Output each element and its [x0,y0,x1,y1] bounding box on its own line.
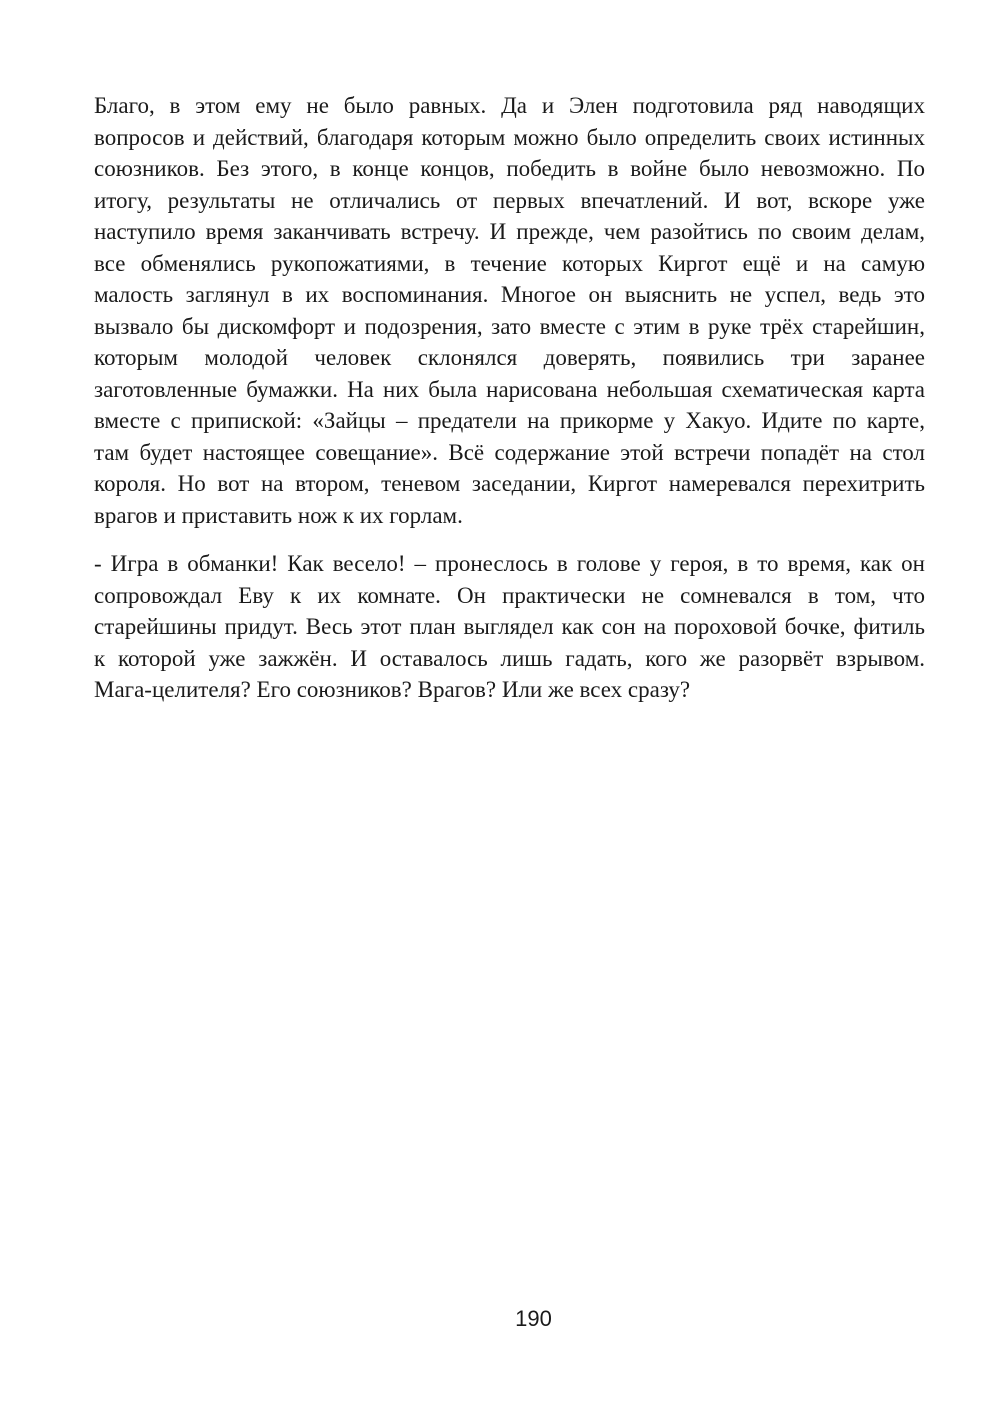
text-line: там будет настоящее совещание». Всё содержание этой встречи попадёт на стол [94,439,925,465]
text-line: все обменялись рукопожатиями, в течение которых Киргот ещё и на самую [94,250,925,276]
text-line: сопровождал Еву к их комнате. Он практически не сомневался в том, что [94,582,925,608]
text-line: Мага-целителя? Его союзников? Врагов? Или же всех сразу? [94,677,691,702]
paragraph [94,548,925,706]
text-line: вместе с припиской: «Зайцы – предатели на прикорме у Хакуо. Идите по карте, [94,408,925,433]
text-line: - Игра в обманки! Как весело! – пронеслось в голове у героя, в то время, как он [94,551,925,576]
text-line: наступило время заканчивать встречу. И прежде, чем разойтись по своим делам, [94,219,925,244]
text-line: малость заглянул в их воспоминания. Многое он выяснить не успел, ведь это [94,282,925,307]
text-block [94,90,925,723]
text-line: к которой уже зажжён. И оставалось лишь гадать, кого же разорвёт взрывом. [94,645,925,671]
text-line: вопросов и действий, благодаря которым можно было определить своих истинных [94,124,925,150]
text-line: союзников. Без этого, в конце концов, победить в войне было невозможно. По [94,156,925,181]
text-line: врагов и приставить нож к их горлам. [94,502,463,528]
text-line: которым молодой человек склонялся доверять, появились три заранее [94,345,925,370]
paragraph [94,90,925,531]
text-line: старейшины придут. Весь этот план выглядел как сон на пороховой бочке, фитиль [94,614,925,639]
text-line: заготовленные бумажки. На них была нарисована небольшая схематическая карта [94,376,925,402]
page-number: 190 [515,1306,552,1331]
text-line: короля. Но вот на втором, теневом заседании, Киргот намеревался перехитрить [94,471,925,496]
text-line: Благо, в этом ему не было равных. Да и Элен подготовила ряд наводящих [94,93,925,118]
text-line: итогу, результаты не отличались от первых впечатлений. И вот, вскоре уже [94,187,925,213]
text-line: вызвало бы дискомфорт и подозрения, зато вместе с этим в руке трёх старейшин, [94,313,925,339]
